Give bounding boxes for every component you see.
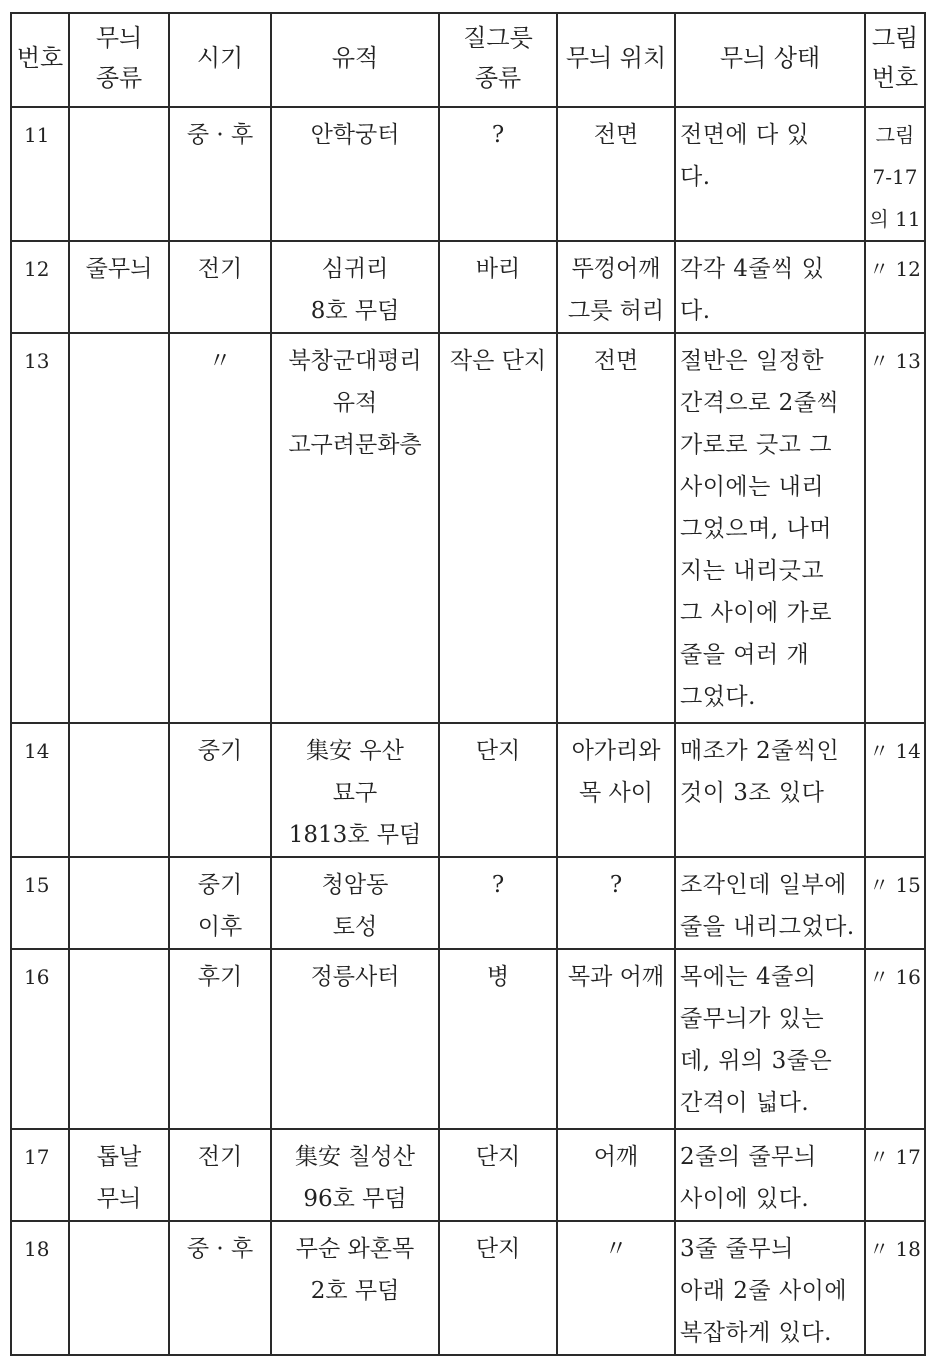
cell-pattern-type: [69, 1221, 169, 1355]
header-vessel-type: [439, 13, 557, 107]
cell-site: [271, 333, 439, 723]
cell-line: 〃: [208, 348, 232, 374]
cell-figure-no: [865, 1221, 925, 1355]
cell-vessel-type: [439, 857, 557, 949]
cell-pattern-type: [69, 333, 169, 723]
page: [10, 12, 924, 1356]
cell-line: 3줄 줄무늬: [680, 1236, 794, 1262]
cell-pattern-state: [675, 333, 865, 723]
cell-line: 작은 단지: [449, 348, 547, 374]
cell-period: [169, 1129, 271, 1221]
table-row: [11, 107, 925, 241]
cell-pattern-state: [675, 1221, 865, 1355]
cell-figure-no: [865, 1129, 925, 1221]
cell-line: 어깨: [593, 1144, 639, 1170]
cell-line: 단지: [475, 738, 521, 764]
cell-line: 그었다.: [680, 684, 756, 710]
cell-vessel-type: [439, 107, 557, 241]
cell-line: 후기: [197, 964, 243, 990]
cell-period: [169, 723, 271, 857]
cell-line: 2호 무덤: [310, 1278, 400, 1304]
header-figure-no: [865, 13, 925, 107]
cell-vessel-type: [439, 723, 557, 857]
cell-line: 〃 16: [869, 965, 921, 989]
cell-no: 11: [11, 107, 69, 241]
cell-line: 종류: [95, 64, 143, 92]
cell-line: 무늬 위치: [565, 44, 667, 72]
header-no: [11, 13, 69, 107]
cell-line: 8호 무덤: [310, 298, 400, 324]
cell-line: 그 사이에 가로: [680, 600, 832, 626]
cell-line: 지는 내리긋고: [680, 558, 825, 584]
table-row: [11, 857, 925, 949]
header-pattern-type: [69, 13, 169, 107]
table-row: [11, 1129, 925, 1221]
cell-pattern-state: [675, 1129, 865, 1221]
cell-line: 매조가 2줄씩인: [680, 738, 840, 764]
cell-line: 뚜껑어깨: [571, 256, 661, 282]
cell-no: 18: [11, 1221, 69, 1355]
cell-pattern-type: [69, 857, 169, 949]
cell-line: 복잡하게 있다.: [680, 1320, 832, 1346]
header-pattern-state: [675, 13, 865, 107]
cell-figure-no: [865, 949, 925, 1129]
cell-line: 바리: [475, 256, 521, 282]
cell-line: 데, 위의 3줄은: [680, 1048, 833, 1074]
cell-no: 17: [11, 1129, 69, 1221]
cell-line: 의 11: [869, 207, 921, 231]
cell-line: 질그릇: [463, 24, 533, 52]
table-row: [11, 1221, 925, 1355]
cell-no: 12: [11, 241, 69, 333]
cell-pattern-state: [675, 949, 865, 1129]
cell-line: 간격이 넓다.: [680, 1090, 810, 1116]
table-row: [11, 949, 925, 1129]
cell-line: 묘구: [332, 780, 378, 806]
cell-line: 유적: [331, 44, 379, 72]
cell-no: 13: [11, 333, 69, 723]
cell-line: 줄무늬: [85, 256, 153, 282]
cell-line: 아래 2줄 사이에: [680, 1278, 848, 1304]
cell-line: 안학궁터: [310, 122, 400, 148]
cell-line: 단지: [475, 1144, 521, 1170]
header-period: [169, 13, 271, 107]
table-row: [11, 241, 925, 333]
cell-line: 줄무늬가 있는: [680, 1006, 825, 1032]
cell-line: 이후: [197, 914, 243, 940]
cell-pattern-position: [557, 1221, 675, 1355]
cell-line: 무늬 상태: [719, 44, 821, 72]
cell-line: 단지: [475, 1236, 521, 1262]
cell-period: [169, 107, 271, 241]
cell-figure-no: [865, 107, 925, 241]
cell-line: 〃: [604, 1236, 628, 1262]
cell-pattern-position: [557, 241, 675, 333]
cell-pattern-type: [69, 1129, 169, 1221]
cell-no: 14: [11, 723, 69, 857]
cell-figure-no: [865, 241, 925, 333]
cell-line: 전면: [593, 122, 639, 148]
cell-pattern-type: [69, 949, 169, 1129]
cell-line: 중 · 후: [186, 1236, 254, 1262]
cell-line: 줄을 여러 개: [680, 642, 810, 668]
cell-figure-no: [865, 723, 925, 857]
cell-site: [271, 107, 439, 241]
cell-line: 전기: [197, 1144, 243, 1170]
cell-line: 무순 와혼목: [295, 1236, 415, 1262]
cell-line: 톱날: [96, 1144, 142, 1170]
cell-line: 가로로 긋고 그: [680, 432, 832, 458]
cell-no: 15: [11, 857, 69, 949]
cell-pattern-type: [69, 241, 169, 333]
cell-line: 〃 14: [869, 739, 921, 763]
header-pattern-position: [557, 13, 675, 107]
cell-line: 〃 15: [869, 873, 921, 897]
cell-line: 북창군대평리: [288, 348, 422, 374]
cell-line: 다.: [680, 164, 711, 190]
cell-pattern-state: [675, 723, 865, 857]
cell-site: [271, 1129, 439, 1221]
cell-vessel-type: [439, 241, 557, 333]
cell-line: 것이 3조 있다: [680, 780, 825, 806]
cell-line: 96호 무덤: [303, 1186, 407, 1212]
cell-line: 전기: [197, 256, 243, 282]
cell-period: [169, 949, 271, 1129]
header-site: [271, 13, 439, 107]
cell-no: 16: [11, 949, 69, 1129]
cell-line: ?: [491, 122, 505, 148]
cell-pattern-state: [675, 241, 865, 333]
cell-period: [169, 241, 271, 333]
cell-vessel-type: [439, 1129, 557, 1221]
pottery-pattern-table: [10, 12, 926, 1356]
cell-pattern-position: [557, 107, 675, 241]
cell-line: 〃 17: [869, 1145, 921, 1169]
cell-pattern-state: [675, 107, 865, 241]
header-row: [11, 13, 925, 107]
cell-line: 중 · 후: [186, 122, 254, 148]
cell-line: 간격으로 2줄씩: [680, 390, 840, 416]
cell-line: 〃 18: [869, 1237, 921, 1261]
cell-pattern-type: [69, 107, 169, 241]
cell-line: 集安 칠성산: [295, 1144, 415, 1170]
table-row: [11, 723, 925, 857]
cell-line: 중기: [197, 738, 243, 764]
cell-period: [169, 857, 271, 949]
cell-site: [271, 1221, 439, 1355]
cell-period: [169, 1221, 271, 1355]
cell-line: 각각 4줄씩 있: [680, 256, 825, 282]
cell-line: 전면에 다 있: [680, 122, 810, 148]
cell-pattern-position: [557, 333, 675, 723]
cell-line: ?: [609, 872, 623, 898]
cell-line: 1813호 무덤: [288, 822, 422, 848]
cell-line: 2줄의 줄무늬: [680, 1144, 817, 1170]
cell-site: [271, 723, 439, 857]
table-body: [11, 107, 925, 1355]
cell-line: 〃 13: [869, 349, 921, 373]
cell-line: 다.: [680, 298, 711, 324]
cell-line: 전면: [593, 348, 639, 374]
cell-line: 정릉사터: [310, 964, 400, 990]
cell-line: 번호: [16, 44, 64, 72]
cell-line: 중기: [197, 872, 243, 898]
cell-line: 목에는 4줄의: [680, 964, 817, 990]
cell-line: 유적: [332, 390, 378, 416]
cell-line: 아가리와: [571, 738, 661, 764]
cell-figure-no: [865, 333, 925, 723]
cell-line: 7-17: [872, 165, 918, 189]
cell-line: 절반은 일정한: [680, 348, 825, 374]
cell-line: 그림: [875, 123, 915, 147]
cell-line: 줄을 내리그었다.: [680, 914, 855, 940]
cell-line: 시기: [196, 44, 244, 72]
cell-site: [271, 857, 439, 949]
cell-line: 토성: [332, 914, 378, 940]
cell-line: 목과 어깨: [567, 964, 665, 990]
cell-line: 그림: [871, 24, 919, 52]
cell-vessel-type: [439, 949, 557, 1129]
cell-line: 종류: [474, 64, 522, 92]
table-row: [11, 333, 925, 723]
cell-site: [271, 241, 439, 333]
cell-pattern-position: [557, 723, 675, 857]
cell-line: 청암동: [321, 872, 389, 898]
cell-line: 병: [486, 964, 510, 990]
cell-line: 무늬: [95, 24, 143, 52]
cell-pattern-position: [557, 949, 675, 1129]
cell-pattern-state: [675, 857, 865, 949]
cell-line: 번호: [871, 64, 919, 92]
cell-line: ?: [491, 872, 505, 898]
cell-site: [271, 949, 439, 1129]
cell-line: 목 사이: [579, 780, 653, 806]
cell-pattern-position: [557, 857, 675, 949]
cell-line: 무늬: [96, 1186, 142, 1212]
cell-line: 고구려문화층: [288, 432, 422, 458]
cell-vessel-type: [439, 1221, 557, 1355]
cell-figure-no: [865, 857, 925, 949]
cell-line: 그었으며, 나머: [680, 516, 832, 542]
cell-line: 〃 12: [869, 257, 921, 281]
cell-line: 심귀리: [321, 256, 389, 282]
cell-pattern-position: [557, 1129, 675, 1221]
cell-period: [169, 333, 271, 723]
cell-pattern-type: [69, 723, 169, 857]
cell-line: 사이에 있다.: [680, 1186, 810, 1212]
cell-line: 그릇 허리: [567, 298, 665, 324]
cell-line: 사이에는 내리: [680, 474, 825, 500]
cell-vessel-type: [439, 333, 557, 723]
cell-line: 조각인데 일부에: [680, 872, 847, 898]
cell-line: 集安 우산: [306, 738, 404, 764]
